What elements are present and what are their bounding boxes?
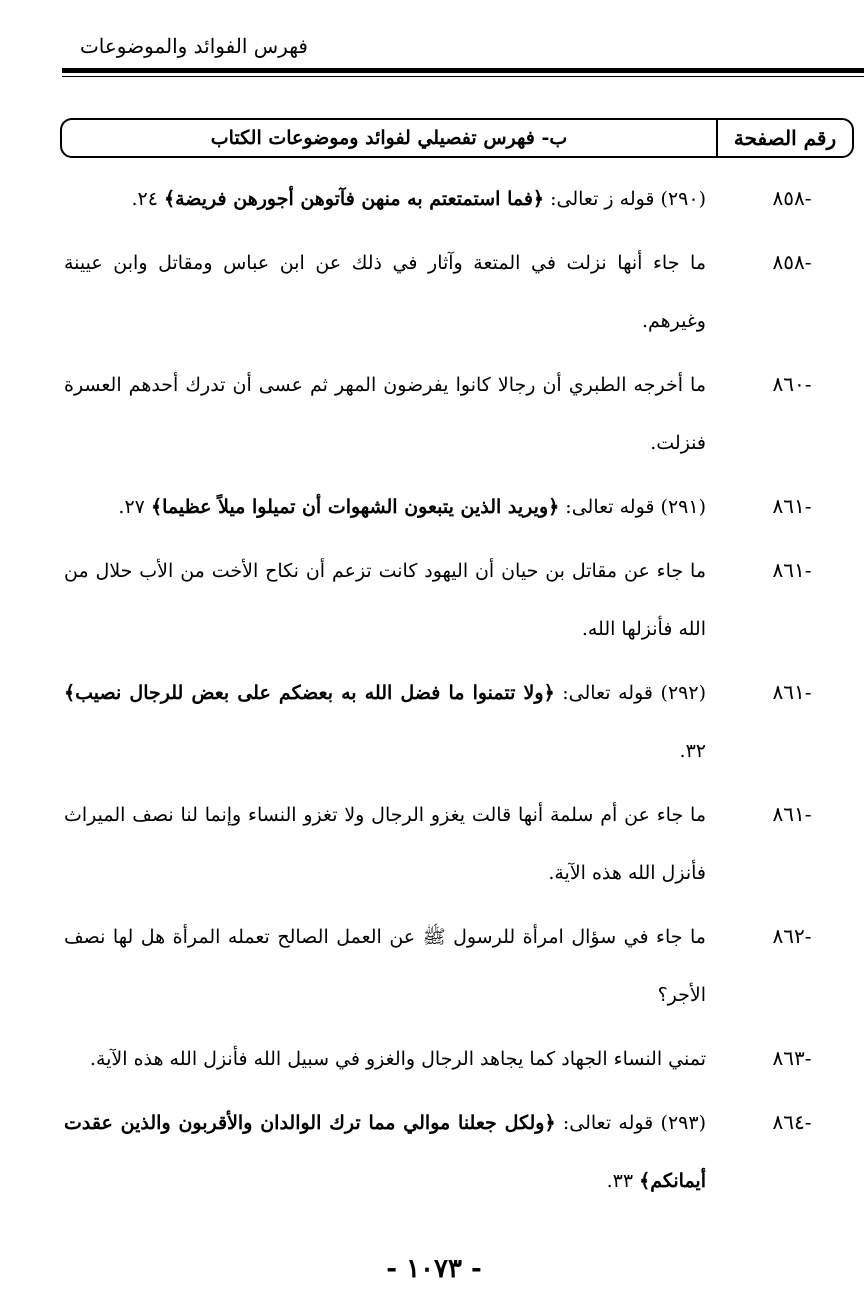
entry-prefix: تمني النساء الجهاد كما يجاهد الرجال والغزو في سبيل الله فأنزل الله هذه الآية.	[89, 1048, 706, 1070]
page-number: - ١٠٧٣ -	[386, 1254, 482, 1284]
running-header: فهرس الفوائد والموضوعات	[79, 34, 308, 58]
entry-suffix: ٣٣.	[606, 1170, 640, 1192]
entry-prefix: ما جاء في سؤال امرأة للرسول ﷺ عن العمل الصالح تعمله المرأة هل لها نصف الأجر؟	[64, 926, 706, 1006]
entry-prefix: ما أخرجه الطبري أن رجالا كانوا يفرضون المهر ثم عسى أن تدرك أحدهم العسرة فنزلت.	[64, 374, 706, 454]
entry-page-number: -٨٥٨	[772, 250, 812, 274]
header-rule	[62, 68, 864, 73]
entry-suffix: ٣٢.	[679, 740, 706, 762]
page-column-header: رقم الصفحة	[716, 120, 852, 156]
entry-text	[64, 786, 706, 902]
entry-prefix: (٢٩٢) قوله تعالى:	[554, 682, 706, 704]
index-entry	[64, 1094, 854, 1210]
entry-prefix: ما جاء أنها نزلت في المتعة وآثار في ذلك عن ابن عباس ومقاتل وابن عيينة وغيرهم.	[64, 252, 706, 332]
entry-page-number: -٨٦١	[772, 558, 812, 582]
entry-page-number: -٨٥٨	[772, 186, 812, 210]
index-entry	[64, 478, 854, 536]
entry-text	[64, 1094, 706, 1210]
entry-prefix: ما جاء عن أم سلمة أنها قالت يغزو الرجال ولا تغزو النساء وإنما لنا نصف الميراث فأنزل الله هذه الآية.	[64, 804, 706, 884]
entry-prefix: ما جاء عن مقاتل بن حيان أن اليهود كانت تزعم أن نكاح الأخت من الأب حلال من الله فأنزلها الله.	[64, 560, 706, 640]
entry-page-number: -٨٦١	[772, 680, 812, 704]
entry-prefix: (٢٩٠) قوله ز تعالى:	[544, 188, 706, 210]
entry-suffix: ٢٧.	[118, 496, 151, 518]
index-entries	[64, 170, 854, 1216]
entry-page-number: -٨٦٤	[772, 1110, 812, 1134]
index-entry	[64, 234, 854, 350]
entry-page-number: -٨٦٣	[772, 1046, 812, 1070]
quran-verse: ﴿فما استمتعتم به منهن فآتوهن أجورهن فريضة﴾	[163, 188, 545, 210]
entry-text	[64, 908, 706, 1024]
quran-verse: ﴿ولا تتمنوا ما فضل الله به بعضكم على بعض للرجال نصيب﴾	[64, 682, 555, 704]
quran-verse: ﴿ويريد الذين يتبعون الشهوات أن تميلوا ميلاً عظيما﴾	[150, 496, 560, 518]
entry-text	[64, 478, 706, 536]
entry-page-number: -٨٦٢	[772, 924, 812, 948]
entry-text	[64, 542, 706, 658]
quran-verse: ﴿ولكل جعلنا موالي مما ترك الوالدان والأقربون والذين عقدت أيمانكم﴾	[64, 1112, 706, 1192]
index-entry	[64, 664, 854, 780]
entry-page-number: -٨٦١	[772, 494, 812, 518]
entry-page-number: -٨٦٠	[772, 372, 812, 396]
entry-text	[64, 1030, 706, 1088]
entry-page-number: -٨٦١	[772, 802, 812, 826]
index-entry	[64, 170, 854, 228]
entry-suffix: ٢٤.	[131, 188, 164, 210]
index-entry	[64, 542, 854, 658]
entry-text	[64, 664, 706, 780]
index-table-header	[60, 118, 854, 158]
header-rule-thin	[62, 76, 864, 77]
index-entry	[64, 908, 854, 1024]
title-column-header: ب- فهرس تفصيلي لفوائد وموضوعات الكتاب	[210, 127, 568, 149]
index-entry	[64, 1030, 854, 1088]
entry-text	[64, 356, 706, 472]
entry-prefix: (٢٩١) قوله تعالى:	[559, 496, 706, 518]
entry-text	[64, 234, 706, 350]
entry-text	[64, 170, 706, 228]
index-entry	[64, 786, 854, 902]
entry-prefix: (٢٩٣) قوله تعالى:	[555, 1112, 706, 1134]
index-entry	[64, 356, 854, 472]
